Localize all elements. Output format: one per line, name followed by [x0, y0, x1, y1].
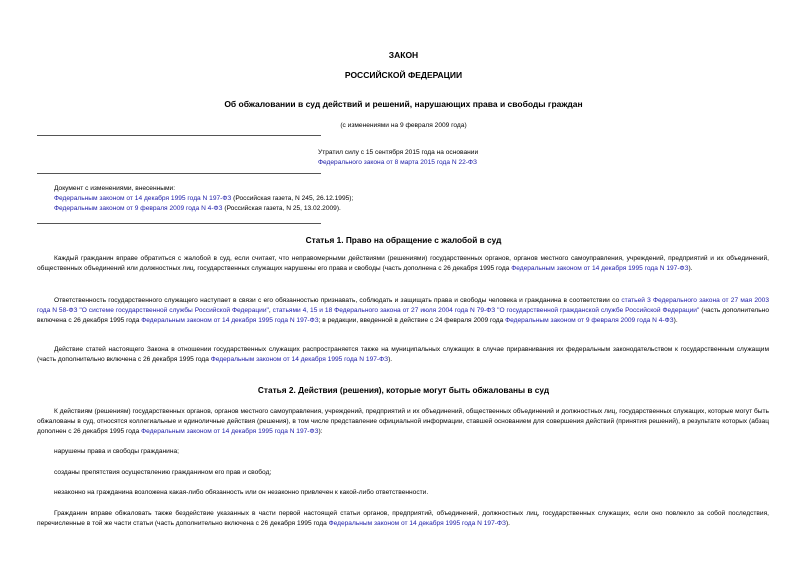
law-link[interactable]: Федеральным законом от 14 декабря 1995 года N 197-ФЗ	[141, 317, 319, 325]
law-title: Об обжаловании в суд действий и решений, нарушающих права и свободы граждан	[224, 99, 583, 109]
law-link[interactable]: статьей 3 Федерального закона от 27 мая 2003 года N 58-ФЗ "О системе государственной службы Российской Федерации"	[37, 297, 769, 315]
article-1-title: Статья 1. Право на обращение с жалобой в суд	[305, 235, 502, 245]
divider	[37, 223, 321, 224]
repeal-text: Утратил силу с 15 сентября 2015 года на основании	[318, 149, 479, 156]
article-1-paragraph-3: Действие статей настоящего Закона в отношении государственных служащих распространяется также на муниципальных служащих в случае приравнивания их федеральным законодательством к государственным служащим (часть дополнительно включена с 26 декабря 1995 года Федеральным законом от 14 декабря 1995 года N 197-ФЗ).	[37, 346, 769, 364]
article-1-paragraph-2: Ответственность государственного служащего наступает в связи с его обязанностью признавать, соблюдать и защищать права и свободы человека и гражданина в соответствии со статьей 3 Федерального закона от 27 мая 2003 года N 58-ФЗ "О системе государственной службы Российской Федерации", статьями 4, 15 и 18 Федерального закона от 27 июля 2004 года N 79-ФЗ "О государственной гражданской службе Российской Федерации" (часть дополнительно включена с 26 декабря 1995 года Федеральным законом от 14 декабря 1995 года N 197-ФЗ; в редакции, введенной в действие с 24 февраля 2009 года Федеральным законом от 9 февраля 2009 года N 4-ФЗ).	[37, 297, 769, 325]
law-country-heading: РОССИЙСКОЙ ФЕДЕРАЦИИ	[344, 70, 463, 80]
doc-changes-heading: Документ с изменениями, внесенными:	[54, 185, 176, 192]
article-1-paragraph-1: Каждый гражданин вправе обратиться с жалобой в суд, если считает, что неправомерными действиями (решениями) государственных органов, органов местного самоуправления, учреждений, предприятий и их объединений, общественных объединений или должностных лиц, государственных служащих нарушены его права и свободы (часть дополнена с 26 декабря 1995 года Федеральным законом от 14 декабря 1995 года N 197-ФЗ).	[37, 255, 769, 273]
law-link[interactable]: Федеральным законом от 14 декабря 1995 года N 197-ФЗ	[210, 356, 389, 364]
article-2-title: Статья 2. Действия (решения), которые могут быть обжалованы в суд	[257, 385, 550, 395]
doc-change-item: Федеральным законом от 9 февраля 2009 года N 4-ФЗ (Российская газета, N 25, 13.02.2009).	[54, 205, 341, 212]
amendments-note: (с изменениями на 9 февраля 2009 года)	[340, 122, 467, 129]
law-link[interactable]: Федеральным законом от 14 декабря 1995 года N 197-ФЗ	[141, 428, 319, 436]
divider	[37, 135, 321, 136]
law-link[interactable]: Федеральным законом от 14 декабря 1995 года N 197-ФЗ	[328, 520, 506, 528]
doc-changes-block	[54, 184, 374, 214]
article-2-paragraph-1: К действиям (решениям) государственных органов, органов местного самоуправления, учреждений, предприятий и их объединений, общественных объединений и должностных лиц, государственных служащих, которые могут быть обжалованы в суд, относятся коллегиальные и единоличные действия (решения), в том числе представление официальной информации, ставшей основанием для совершения действий (принятия решений), в результате которых (абзац дополнен с 26 декабря 1995 года Федеральным законом от 14 декабря 1995 года N 197-ФЗ):	[37, 408, 769, 436]
law-link[interactable]: статьями 4, 15 и 18 Федерального закона от 27 июля 2004 года N 79-ФЗ "О государственной гражданской службе Российской Федерации"	[272, 307, 700, 315]
law-link[interactable]: Федеральным законом от 9 февраля 2009 года N 4-ФЗ	[505, 317, 674, 325]
repeal-law-link[interactable]: Федерального закона от 8 марта 2015 года N 22-ФЗ	[318, 159, 477, 166]
law-link[interactable]: Федеральным законом от 14 декабря 1995 года N 197-ФЗ	[511, 265, 689, 273]
list-item: созданы препятствия осуществлению гражданином его прав и свобод;	[54, 469, 272, 476]
amendment-link[interactable]: Федеральным законом от 14 декабря 1995 года N 197-ФЗ	[54, 195, 232, 202]
repeal-notice	[318, 148, 478, 168]
list-item: незаконно на гражданина возложена какая-либо обязанность или он незаконно привлечен к какой-либо ответственности.	[54, 489, 429, 496]
law-type-heading: ЗАКОН	[388, 50, 419, 60]
amendment-link[interactable]: Федеральным законом от 9 февраля 2009 года N 4-ФЗ	[54, 205, 223, 212]
doc-change-item: Федеральным законом от 14 декабря 1995 года N 197-ФЗ (Российская газета, N 245, 26.12.1995);	[54, 195, 354, 202]
list-item: нарушены права и свободы гражданина;	[54, 448, 179, 455]
divider	[37, 173, 321, 174]
article-2-paragraph-2: Гражданин вправе обжаловать также бездействие указанных в части первой настоящей статьи органов, предприятий, объединений, должностных лиц, государственных служащих, если оно повлекло за собой последствия, перечисленные в той же части статьи (часть дополнительно включена с 26 декабря 1995 года Федеральным законом от 14 декабря 1995 года N 197-ФЗ).	[37, 510, 769, 528]
